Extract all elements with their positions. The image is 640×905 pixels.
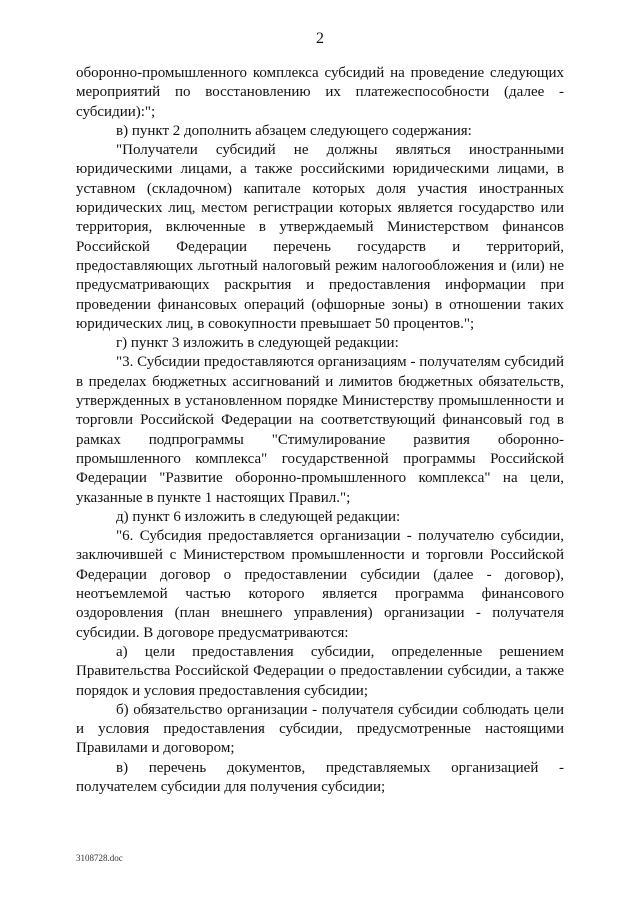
paragraph-item-v: в) пункт 2 дополнить абзацем следующего содержания:	[116, 122, 472, 139]
footer-doc-id: 3108728.doc	[76, 853, 123, 863]
page-number: 2	[316, 30, 324, 47]
paragraph-quote-point-6: "6. Субсидия предоставляется организации - получателю субсидии, заключившей с Министерством промышленности и торговли Российской Федерации договор о предоставлении субсидии (далее - договор), неотъемлемой частью которого является программа финансового оздоровления (план внешнего управления) организации - получателя субсидии. В договоре предусматриваются:	[76, 528, 564, 641]
paragraph-continuation: оборонно-промышленного комплекса субсидий на проведение следующих мероприятий по восстановлению их платежеспособности (далее - субсидии):";	[76, 65, 564, 120]
paragraph-subitem-a: а) цели предоставления субсидии, определенные решением Правительства Российской Федерации о предоставлении субсидии, а также порядок и условия предоставления субсидии;	[76, 643, 564, 699]
paragraph-subitem-b: б) обязательство организации - получателя субсидии соблюдать цели и условия предоставления субсидии, предусмотренные настоящими Правилами и договором;	[76, 701, 564, 757]
paragraph-quote-point-3: "3. Субсидии предоставляются организациям - получателям субсидий в пределах бюджетных ассигнований и лимитов бюджетных обязательств, утвержденных в установленном порядке Министерству промышленности и торговли Российской Федерации на соответствующий финансовый год в рамках подпрограммы "Стимулирование развития оборонно-промышленного комплекса" государственной программы Российской Федерации "Развитие оборонно-промышленного комплекса" на цели, указанные в пункте 1 настоящих Правил.";	[76, 354, 564, 506]
paragraph-item-d: д) пункт 6 изложить в следующей редакции:	[116, 508, 401, 525]
paragraph-subitem-v: в) перечень документов, представляемых организацией - получателем субсидии для получения субсидии;	[76, 759, 564, 795]
paragraph-quote-recipients: "Получатели субсидий не должны являться иностранными юридическими лицами, а также российскими юридическими лицами, в уставном (складочном) капитале которых доля участия иностранных юридических лиц, местом регистрации которых является государство или территория, включенные в утверждаемый Министерством финансов Российской Федерации перечень государств и территорий, предоставляющих льготный налоговый режим налогообложения и (или) не предусматривающих раскрытия и предоставления информации при проведении финансовых операций (офшорные зоны) в отношении таких юридических лиц, в совокупности превышает 50 процентов.";	[76, 142, 564, 332]
paragraph-item-g: г) пункт 3 изложить в следующей редакции:	[116, 335, 399, 352]
document-body	[76, 64, 564, 797]
